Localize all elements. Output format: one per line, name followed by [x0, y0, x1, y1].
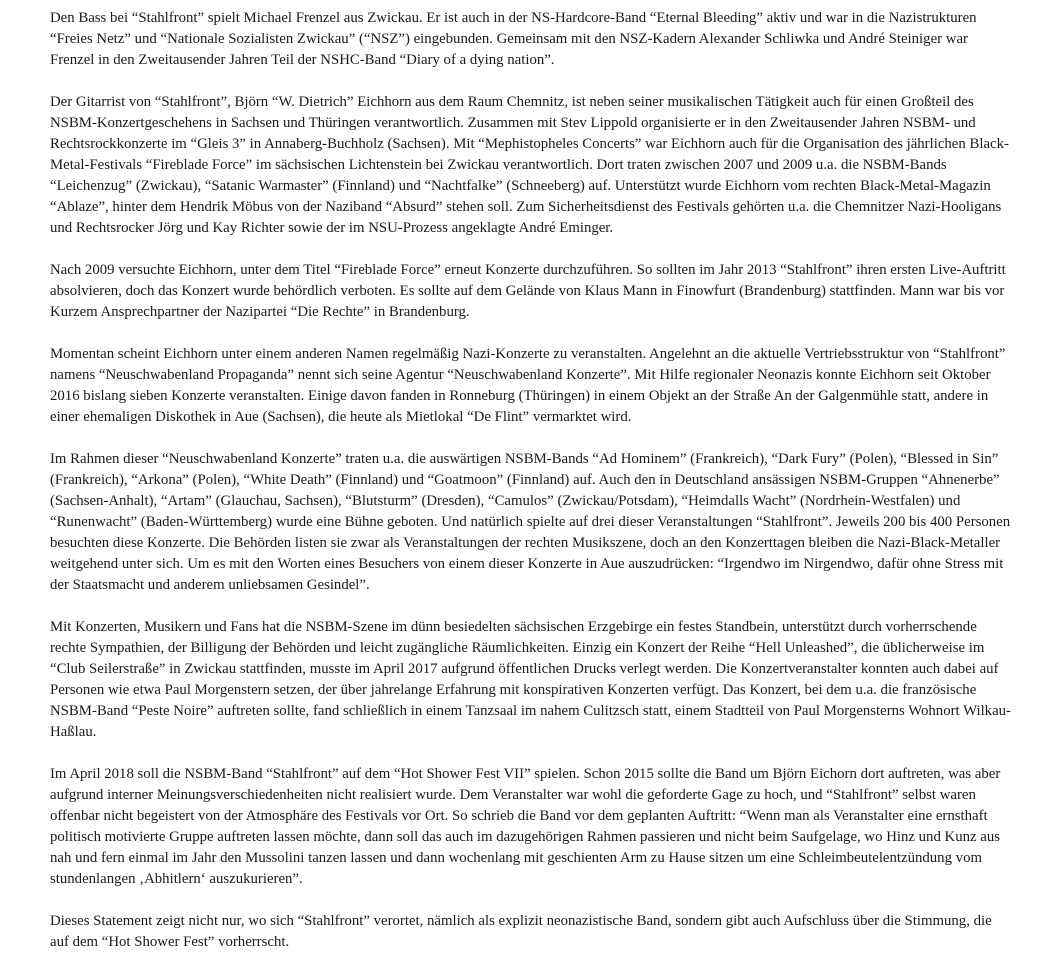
paragraph-current-concerts: Momentan scheint Eichhorn unter einem anderen Namen regelmäßig Nazi-Konzerte zu veranstalten. Angelehnt an die aktuelle Vertriebsstruktur von “Stahlfront” namens “Neuschwabenland Propaganda” nennt sich seine Agentur “Neuschwabenland Konzerte”. Mit Hilfe regionaler Neonazis konnte Eichhorn seit Oktober 2016 bislang sieben Konzerte veranstalten. Einige davon fanden in Ronneburg (Thüringen) in einem Objekt an der Straße An der Galgenmühle statt, andere in einer ehemaligen Diskothek in Aue (Sachsen), die heute als Mietlokal “De Flint” vermarktet wird.	[50, 346, 1006, 425]
paragraph-after-2009: Nach 2009 versuchte Eichhorn, unter dem Titel “Fireblade Force” erneut Konzerte durchzuführen. So sollten im Jahr 2013 “Stahlfront” ihren ersten Live-Auftritt absolvieren, doch das Konzert wurde behördlich verboten. Es sollte auf dem Gelände von Klaus Mann in Finowfurt (Brandenburg) stattfinden. Mann war bis vor Kurzem Ansprechpartner der Nazipartei “Die Rechte” in Brandenburg.	[50, 262, 1006, 320]
paragraph-statement: Dieses Statement zeigt nicht nur, wo sich “Stahlfront” verortet, nämlich als explizit neonazistische Band, sondern gibt auch Aufschluss über die Stimmung, die auf dem “Hot Shower Fest” vorherrscht.	[50, 913, 992, 950]
paragraph-hot-shower-fest: Im April 2018 soll die NSBM-Band “Stahlfront” auf dem “Hot Shower Fest VII” spielen. Schon 2015 sollte die Band um Björn Eichorn dort auftreten, was aber aufgrund interner Meinungsverschiedenheiten nicht realisiert wurde. Dem Veranstalter war wohl die geforderte Gage zu hoch, und “Stahlfront” selbst waren offenbar nicht begeistert von der Atmosphäre des Festivals vor Ort. So schrieb die Band vor dem geplanten Auftritt: “Wenn man als Veranstalter eine ernsthaft politisch motivierte Gruppe auftreten lassen möchte, dann soll das auch im dazugehörigen Rahmen passieren und nicht beim Saufgelage, wo Hinz und Kunz aus nah und fern einmal im Jahr den Mussolini tanzen lassen und dann wochenlang mit geschienten Arm zu Hause sitzen um eine Schleimbeutelentzündung vom stundenlangen ‚Abhitlern‘ auszukurieren”.	[50, 766, 1001, 887]
paragraph-erzgebirge-scene: Mit Konzerten, Musikern und Fans hat die NSBM-Szene im dünn besiedelten sächsischen Erzgebirge ein festes Standbein, unterstützt durch vorherrschende rechte Sympathien, der Billigung der Behörden und leicht zugängliche Räumlichkeiten. Einzig ein Konzert der Reihe “Hell Unleashed”, die üblicherweise im “Club Seilerstraße” in Zwickau stattfinden, musste im April 2017 aufgrund öffentlichen Drucks verlegt werden. Die Konzertveranstalter konnten auch dabei auf Personen wie etwa Paul Morgenstern setzen, der über jahrelange Erfahrung mit konspirativen Konzerten verfügt. Das Konzert, bei dem u.a. die französische NSBM-Band “Peste Noire” auftreten sollte, fand schließlich in einem Tanzsaal im nahem Culitzsch statt, einem Stadtteil von Paul Morgensterns Wohnort Wilkau-Haßlau.	[50, 619, 1011, 740]
paragraph-neuschwabenland-concerts: Im Rahmen dieser “Neuschwabenland Konzerte” traten u.a. die auswärtigen NSBM-Bands “Ad Hominem” (Frankreich), “Dark Fury” (Polen), “Blessed in Sin” (Frankreich), “Arkona” (Polen), “White Death” (Finnland) und “Goatmoon” (Finnland) auf. Auch den in Deutschland ansässigen NSBM-Gruppen “Ahnenerbe” (Sachsen-Anhalt), “Artam” (Glauchau, Sachsen), “Blutsturm” (Dresden), “Camulos” (Zwickau/Potsdam), “Heimdalls Wacht” (Nordrhein-Westfalen) und “Runenwacht” (Baden-Württemberg) wurde eine Bühne geboten. Und natürlich spielte auf drei dieser Veranstaltungen “Stahlfront”. Jeweils 200 bis 400 Personen besuchten diese Konzerte. Die Behörden listen sie zwar als Veranstaltungen der rechten Musikszene, doch an den Konzerttagen bleiben die Nazi-Black-Metaller weitgehend unter sich. Um es mit den Worten eines Besuchers von einem dieser Konzerte in Aue auszudrücken: “Irgendwo im Nirgendwo, dafür ohne Stress mit der Staatsmacht und anderem unliebsamen Gesindel”.	[50, 451, 1011, 593]
paragraph-guitarist: Der Gitarrist von “Stahlfront”, Björn “W. Dietrich” Eichhorn aus dem Raum Chemnitz, ist neben seiner musikalischen Tätigkeit auch für einen Großteil des NSBM-Konzertgeschehens in Sachsen und Thüringen verantwortlich. Zusammen mit Stev Lippold organisierte er in den Zweitausender Jahren NSBM- und Rechtsrockkonzerte im “Gleis 3” in Annaberg-Buchholz (Sachsen). Mit “Mephistopheles Concerts” war Eichhorn auch für die Organisation des jährlichen Black-Metal-Festivals “Fireblade Force” im sächsischen Lichtenstein bei Zwickau verantwortlich. Dort traten zwischen 2007 und 2009 u.a. die NSBM-Bands “Leichenzug” (Zwickau), “Satanic Warmaster” (Finnland) und “Nachtfalke” (Schneeberg) auf. Unterstützt wurde Eichhorn vom rechten Black-Metal-Magazin “Ablaze”, hinter dem Hendrik Möbus von der Naziband “Absurd” stehen soll. Zum Sicherheitsdienst des Festivals gehörten u.a. die Chemnitzer Nazi-Hooligans und Rechtsrocker Jörg und Kay Richter sowie der im NSU-Prozess angeklagte André Eminger.	[50, 94, 1009, 236]
paragraph-bass-player: Den Bass bei “Stahlfront” spielt Michael Frenzel aus Zwickau. Er ist auch in der NS-Hardcore-Band “Eternal Bleeding” aktiv und war in die Nazistrukturen “Freies Netz” und “Nationale Sozialisten Zwickau” (“NSZ”) eingebunden. Gemeinsam mit den NSZ-Kadern Alexander Schliwka und André Steiniger war Frenzel in den Zweitausender Jahren Teil der NSHC-Band “Diary of a dying nation”.	[50, 10, 977, 68]
